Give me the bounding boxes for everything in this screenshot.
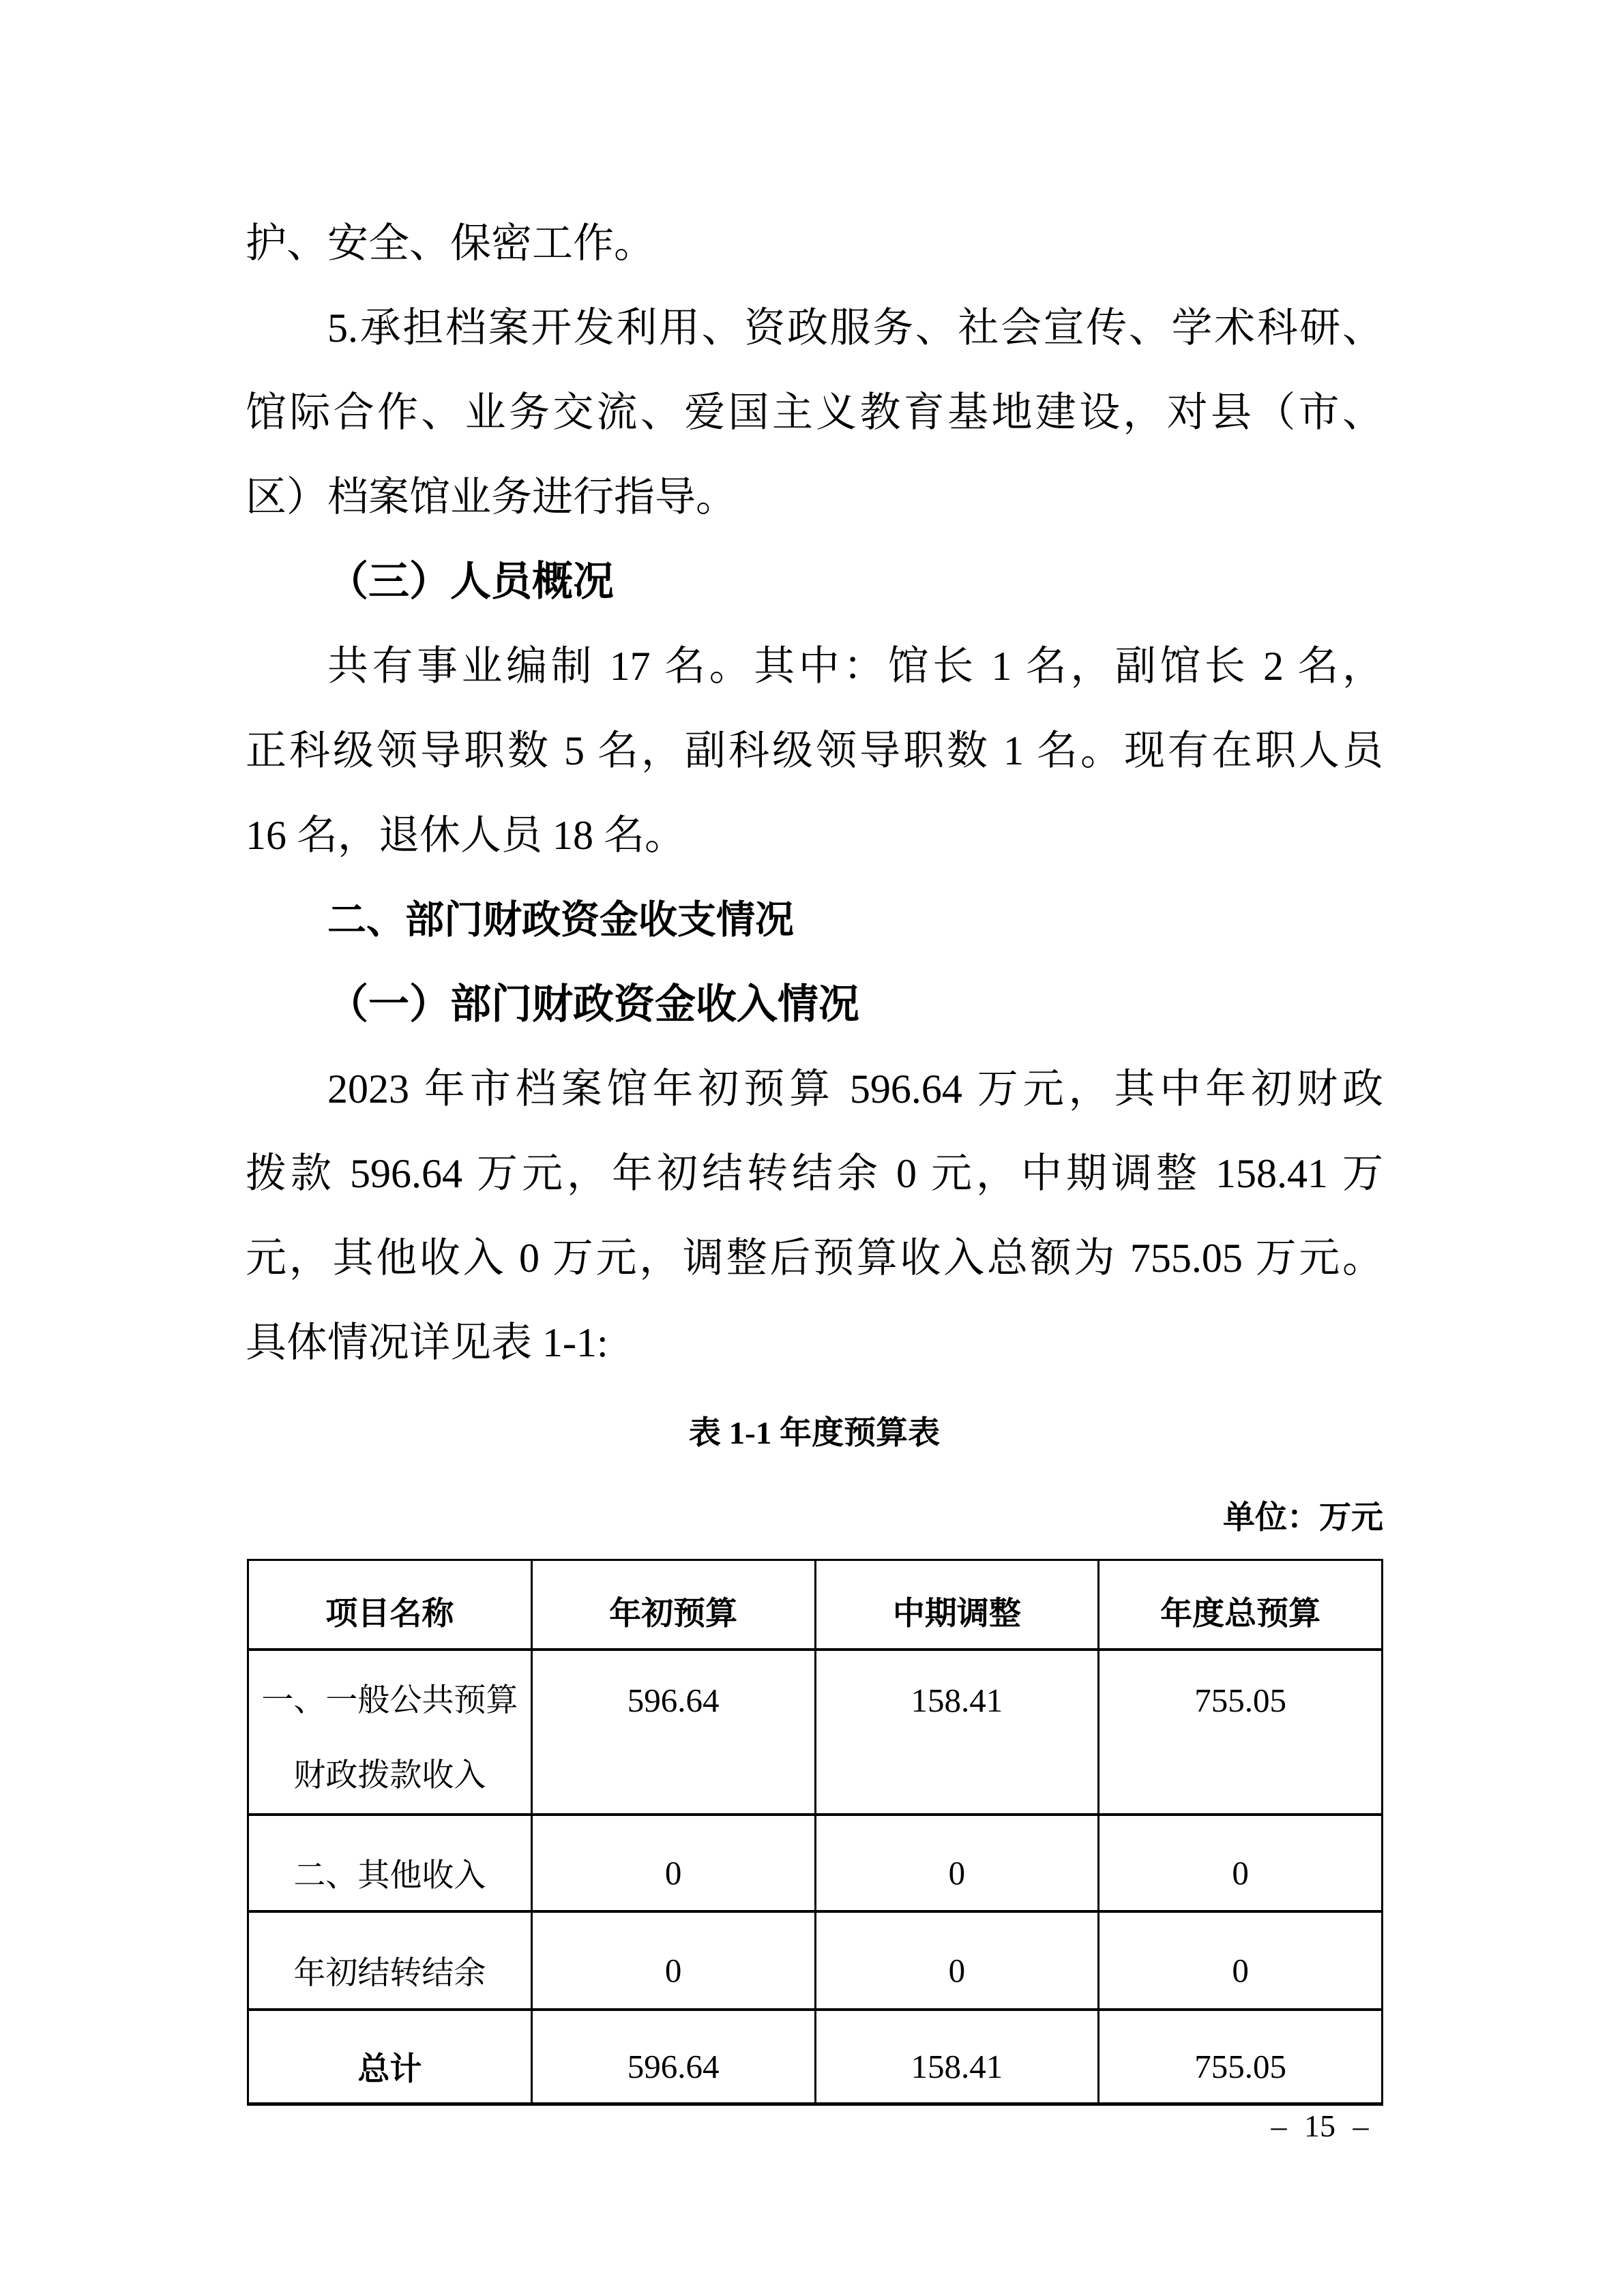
value-cell: 0 bbox=[531, 1911, 815, 2010]
chapter-heading-finance: 二、部门财政资金收支情况 bbox=[327, 898, 794, 942]
value-cell: 596.64 bbox=[531, 2010, 815, 2104]
body-line: 护、安全、保密工作。 bbox=[246, 221, 655, 266]
label-cell bbox=[248, 1650, 532, 1815]
body-line: 元，其他收入 0 万元，调整后预算收入总额为 755.05 万元。 bbox=[246, 1236, 1383, 1281]
value-cell: 0 bbox=[815, 1815, 1099, 1911]
value-cell: 0 bbox=[815, 1911, 1099, 2010]
body-line: 拨款 596.64 万元，年初结转结余 0 元，中期调整 158.41 万 bbox=[246, 1151, 1383, 1196]
table-unit-label: 单位：万元 bbox=[1223, 1500, 1383, 1536]
table-row bbox=[248, 1911, 1383, 2010]
table-row bbox=[248, 1815, 1383, 1911]
body-line: 5.承担档案开发利用、资政服务、社会宣传、学术科研、 bbox=[327, 305, 1383, 351]
table-header-row bbox=[248, 1560, 1383, 1650]
header-cell-total-budget: 年度总预算 bbox=[1099, 1560, 1383, 1650]
table-total-row bbox=[248, 2010, 1383, 2104]
value-cell: 0 bbox=[1099, 1815, 1383, 1911]
table-caption: 表 1-1 年度预算表 bbox=[688, 1416, 941, 1451]
header-cell-project-name: 项目名称 bbox=[248, 1560, 532, 1650]
value-cell: 755.05 bbox=[1099, 1650, 1383, 1815]
table-row bbox=[248, 1650, 1383, 1815]
body-line: 共有事业编制 17 名。其中：馆长 1 名，副馆长 2 名， bbox=[327, 644, 1383, 689]
value-cell: 596.64 bbox=[531, 1650, 815, 1815]
value-cell: 158.41 bbox=[815, 2010, 1099, 2104]
page-number: – 15 – bbox=[1271, 2108, 1369, 2143]
body-line: 2023 年市档案馆年初预算 596.64 万元，其中年初财政 bbox=[327, 1067, 1383, 1112]
body-line: 具体情况详见表 1-1: bbox=[246, 1320, 608, 1365]
annual-budget-table bbox=[247, 1559, 1383, 2106]
label-cell: 年初结转结余 bbox=[248, 1911, 532, 2010]
section-heading-income: （一）部门财政资金收入情况 bbox=[327, 982, 859, 1027]
label-line: 财政拨款收入 bbox=[293, 1758, 486, 1793]
value-cell: 0 bbox=[1099, 1911, 1383, 2010]
header-cell-mid-adjust: 中期调整 bbox=[815, 1560, 1099, 1650]
body-line: 16 名，退休人员 18 名。 bbox=[246, 813, 685, 858]
body-line: 区）档案馆业务进行指导。 bbox=[246, 475, 737, 520]
body-text-block bbox=[246, 201, 1383, 1385]
label-line: 一、一般公共预算 bbox=[261, 1683, 518, 1718]
body-line: 正科级领导职数 5 名，副科级领导职数 1 名。现有在职人员 bbox=[246, 728, 1383, 773]
header-cell-initial-budget: 年初预算 bbox=[531, 1560, 815, 1650]
value-cell: 158.41 bbox=[815, 1650, 1099, 1815]
body-line: 馆际合作、业务交流、爱国主义教育基地建设，对县（市、 bbox=[246, 390, 1383, 435]
section-heading-personnel: （三）人员概况 bbox=[327, 559, 614, 604]
label-cell: 二、其他收入 bbox=[248, 1815, 532, 1911]
value-cell: 0 bbox=[531, 1815, 815, 1911]
value-cell: 755.05 bbox=[1099, 2010, 1383, 2104]
total-label-cell: 总计 bbox=[248, 2010, 532, 2104]
